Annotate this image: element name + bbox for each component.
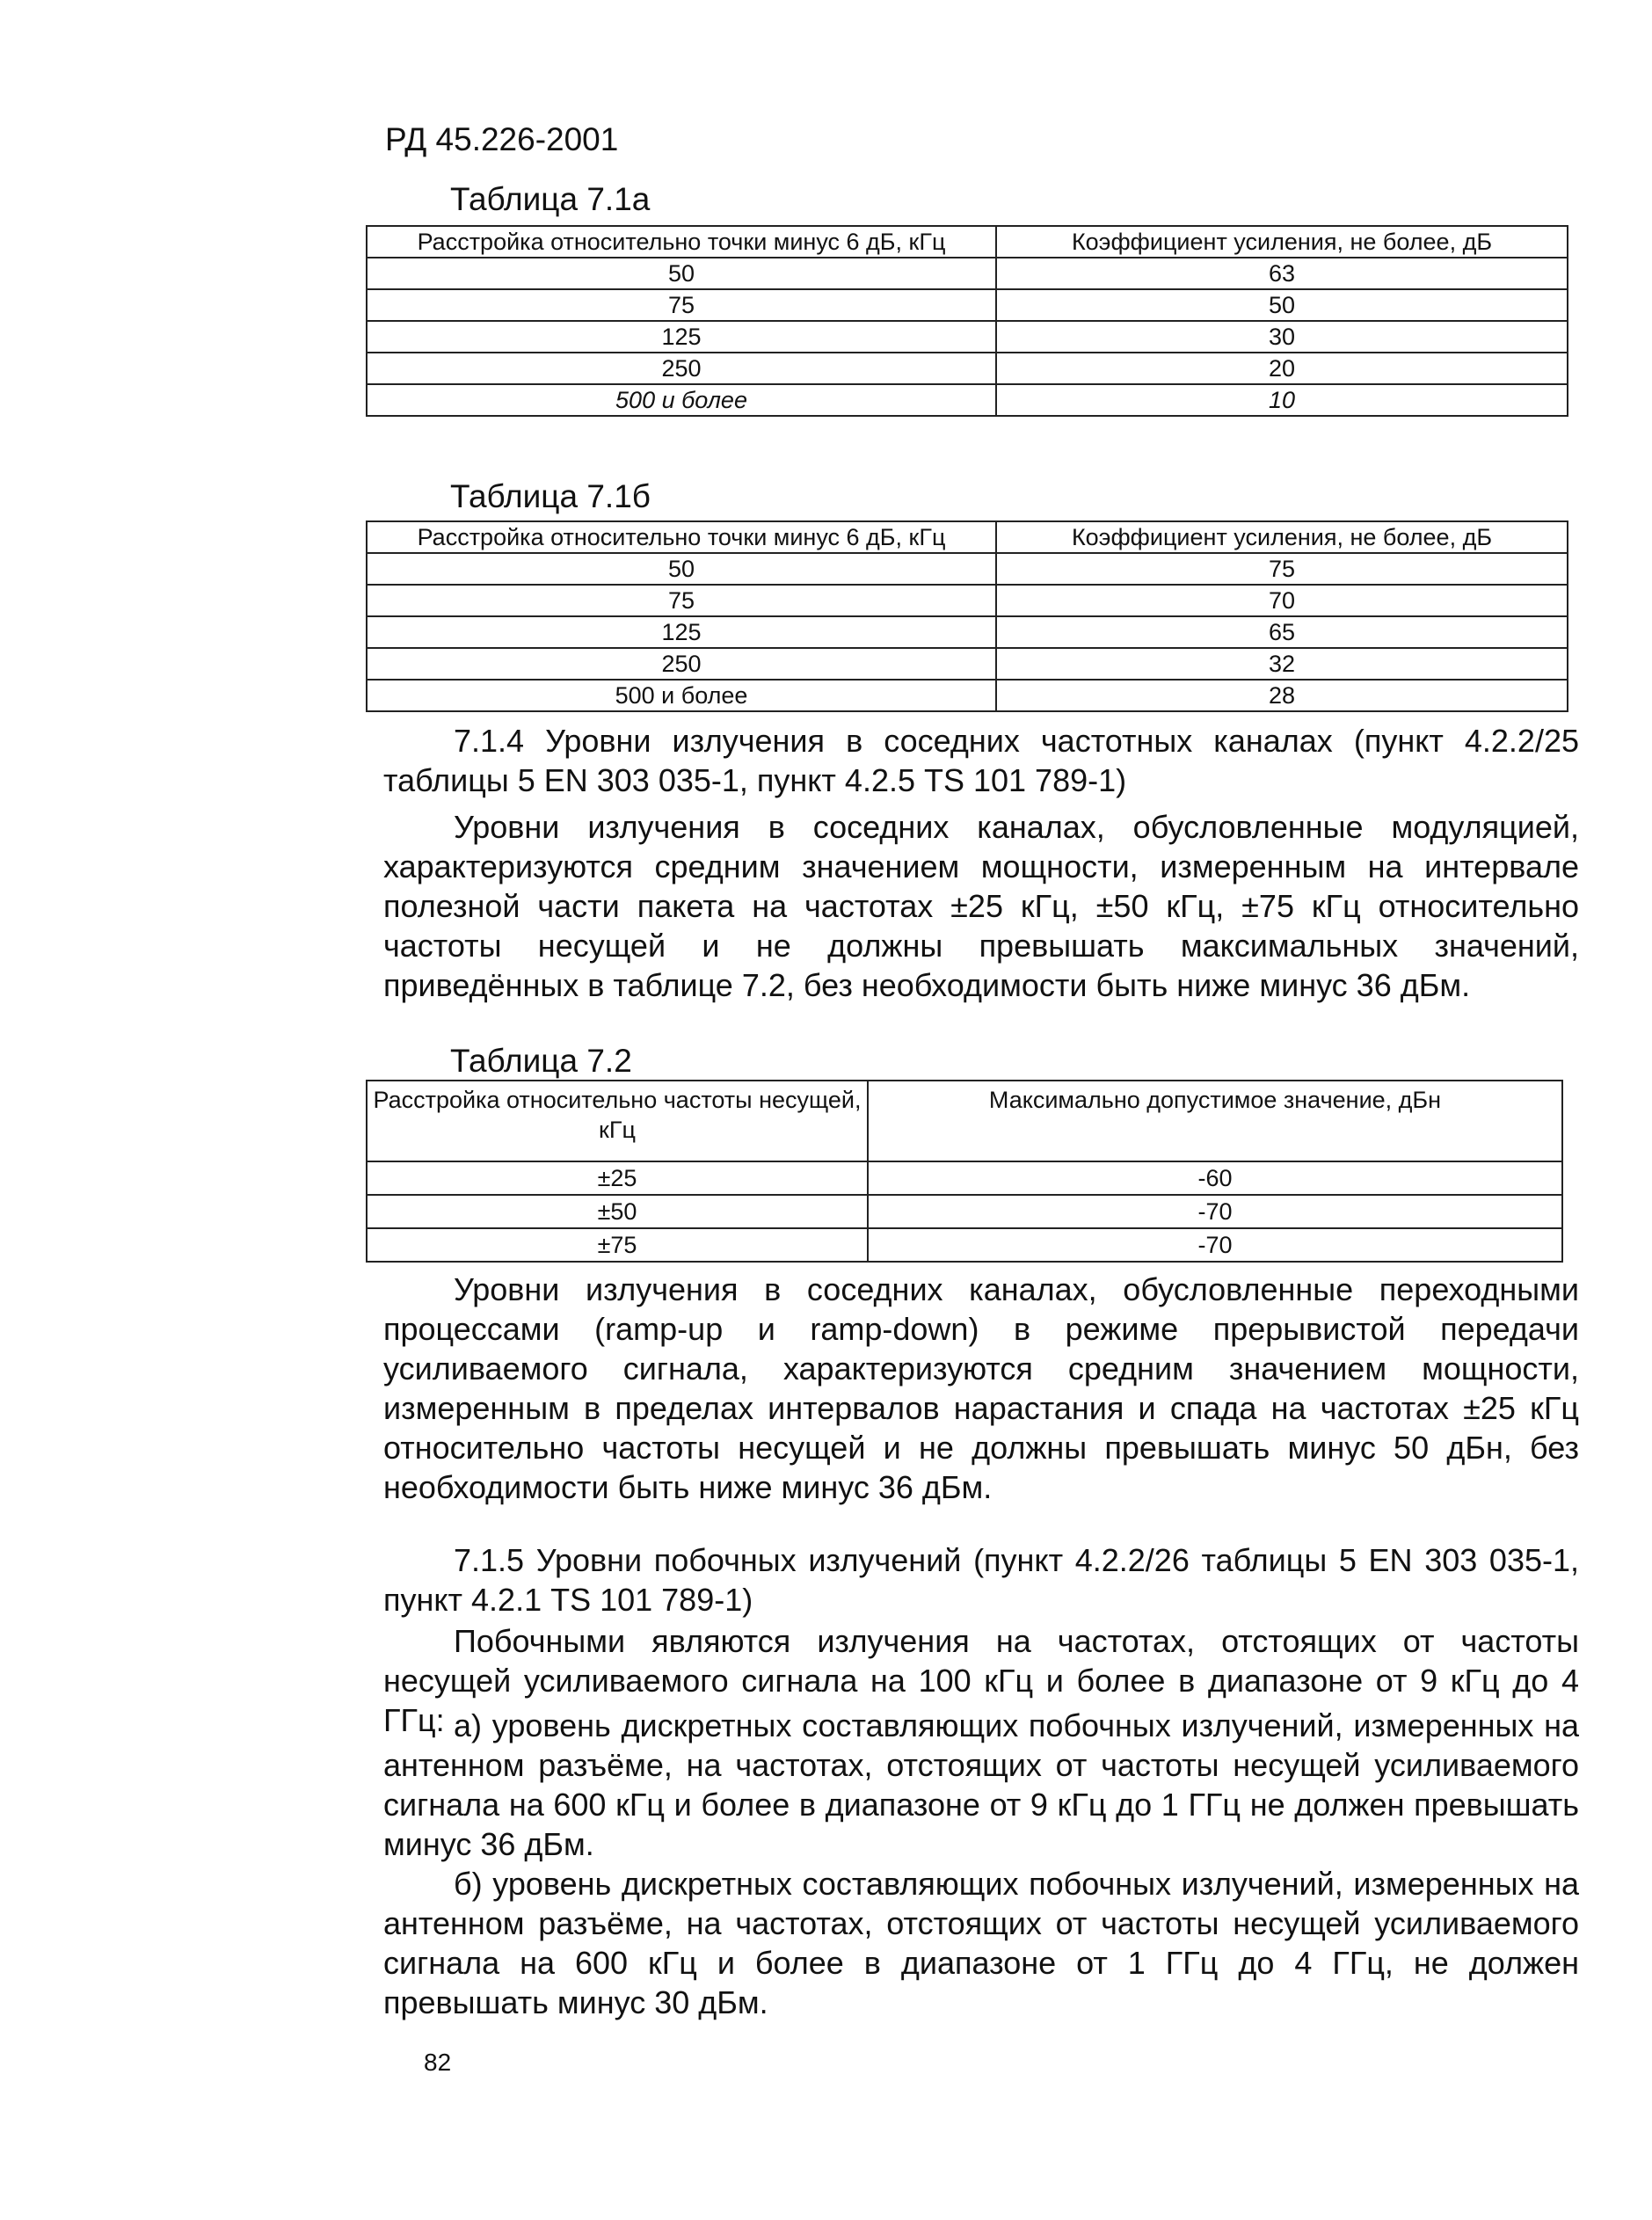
table-cell: 125	[367, 321, 996, 353]
column-header: Максимально допустимое значение, дБн	[868, 1081, 1562, 1161]
table-row	[367, 289, 1568, 321]
table-row	[367, 1161, 1562, 1195]
table-7-1a	[366, 225, 1568, 417]
table-7-1b-caption: Таблица 7.1б	[450, 478, 651, 514]
table-row	[367, 648, 1568, 680]
table-row	[367, 553, 1568, 585]
table-7-2-caption: Таблица 7.2	[450, 1043, 632, 1079]
column-header: Расстройка относительно точки минус 6 дБ, кГц	[367, 521, 996, 553]
table-cell: 30	[996, 321, 1568, 353]
table-cell: 20	[996, 353, 1568, 384]
table-7-1a-caption: Таблица 7.1а	[450, 181, 651, 217]
table-row	[367, 258, 1568, 289]
document-code: РД 45.226-2001	[385, 121, 619, 157]
section-7-1-5-item-b: б) уровень дискретных составляющих побочных излучений, измеренных на антенном разъёме, на частотах, отстоящих от частоты несущей усиливаемого сигнала на 600 кГц и более в диапазоне от 1 ГГц до 4 ГГц, не должен превышать минус 30 дБм.	[383, 1866, 1579, 2020]
ramp-paragraph: Уровни излучения в соседних каналах, обусловленные переходными процессами (ramp-up и ramp-down) в режиме прерывистой передачи усиливаемого сигнала, характеризуются средним значением мощности, измеренным в пределах интервалов нарастания и спада на частотах ±25 кГц относительно частоты несущей и не должны превышать минус 50 дБн, без необходимости быть ниже минус 36 дБм.	[383, 1271, 1579, 1505]
column-header: Коэффициент усиления, не более, дБ	[996, 521, 1568, 553]
table-row	[367, 353, 1568, 384]
table-cell: 75	[367, 289, 996, 321]
page-number: 82	[424, 2049, 452, 2076]
table-cell: 10	[996, 384, 1568, 416]
table-header-row	[367, 1081, 1562, 1161]
table-cell: 70	[996, 585, 1568, 616]
column-header: Расстройка относительно точки минус 6 дБ, кГц	[367, 226, 996, 258]
table-row	[367, 680, 1568, 711]
section-7-1-5-title: 7.1.5 Уровни побочных излучений (пункт 4.2.2/26 таблицы 5 EN 303 035-1, пункт 4.2.1 TS 101 789-1)	[383, 1542, 1579, 1618]
table-cell: 250	[367, 353, 996, 384]
table-cell: ±25	[367, 1161, 868, 1195]
table-cell: 125	[367, 616, 996, 648]
table-cell: -70	[868, 1195, 1562, 1228]
table-cell: 500 и более	[367, 680, 996, 711]
section-7-1-5-paragraph: Побочными являются излучения на частотах, отстоящих от частоты несущей усиливаемого сигнала на 100 кГц и более в диапазоне от 9 кГц до 4 ГГц:	[383, 1623, 1579, 1738]
table-row	[367, 585, 1568, 616]
section-7-1-4-title: 7.1.4 Уровни излучения в соседних частотных каналах (пункт 4.2.2/25 таблицы 5 EN 303 035-1, пункт 4.2.5 TS 101 789-1)	[383, 723, 1579, 798]
table-cell: 50	[367, 258, 996, 289]
table-header-row	[367, 521, 1568, 553]
table-cell: 28	[996, 680, 1568, 711]
table-cell: ±75	[367, 1228, 868, 1262]
column-header: Расстройка относительно частоты несущей, кГц	[367, 1081, 868, 1161]
table-cell: 65	[996, 616, 1568, 648]
table-7-1b	[366, 520, 1568, 712]
table-row	[367, 384, 1568, 416]
table-row	[367, 1228, 1562, 1262]
section-7-1-5-item-a: а) уровень дискретных составляющих побочных излучений, измеренных на антенном разъёме, на частотах, отстоящих от частоты несущей усиливаемого сигнала на 600 кГц и более в диапазоне от 9 кГц до 1 ГГц не должен превышать минус 36 дБм.	[383, 1707, 1579, 1862]
table-cell: ±50	[367, 1195, 868, 1228]
table-cell: 75	[367, 585, 996, 616]
table-cell: 500 и более	[367, 384, 996, 416]
table-cell: 50	[367, 553, 996, 585]
table-cell: 75	[996, 553, 1568, 585]
table-cell: -60	[868, 1161, 1562, 1195]
table-cell: 50	[996, 289, 1568, 321]
table-row	[367, 616, 1568, 648]
table-cell: 32	[996, 648, 1568, 680]
table-header-row	[367, 226, 1568, 258]
table-cell: 250	[367, 648, 996, 680]
table-cell: -70	[868, 1228, 1562, 1262]
table-cell: 63	[996, 258, 1568, 289]
table-7-2	[366, 1080, 1563, 1263]
column-header: Коэффициент усиления, не более, дБ	[996, 226, 1568, 258]
table-row	[367, 321, 1568, 353]
table-row	[367, 1195, 1562, 1228]
section-7-1-4-paragraph: Уровни излучения в соседних каналах, обусловленные модуляцией, характеризуются средним значением мощности, измеренным на интервале полезной части пакета на частотах ±25 кГц, ±50 кГц, ±75 кГц относительно частоты несущей и не должны превышать максимальных значений, приведённых в таблице 7.2, без необходимости быть ниже минус 36 дБм.	[383, 809, 1579, 1003]
